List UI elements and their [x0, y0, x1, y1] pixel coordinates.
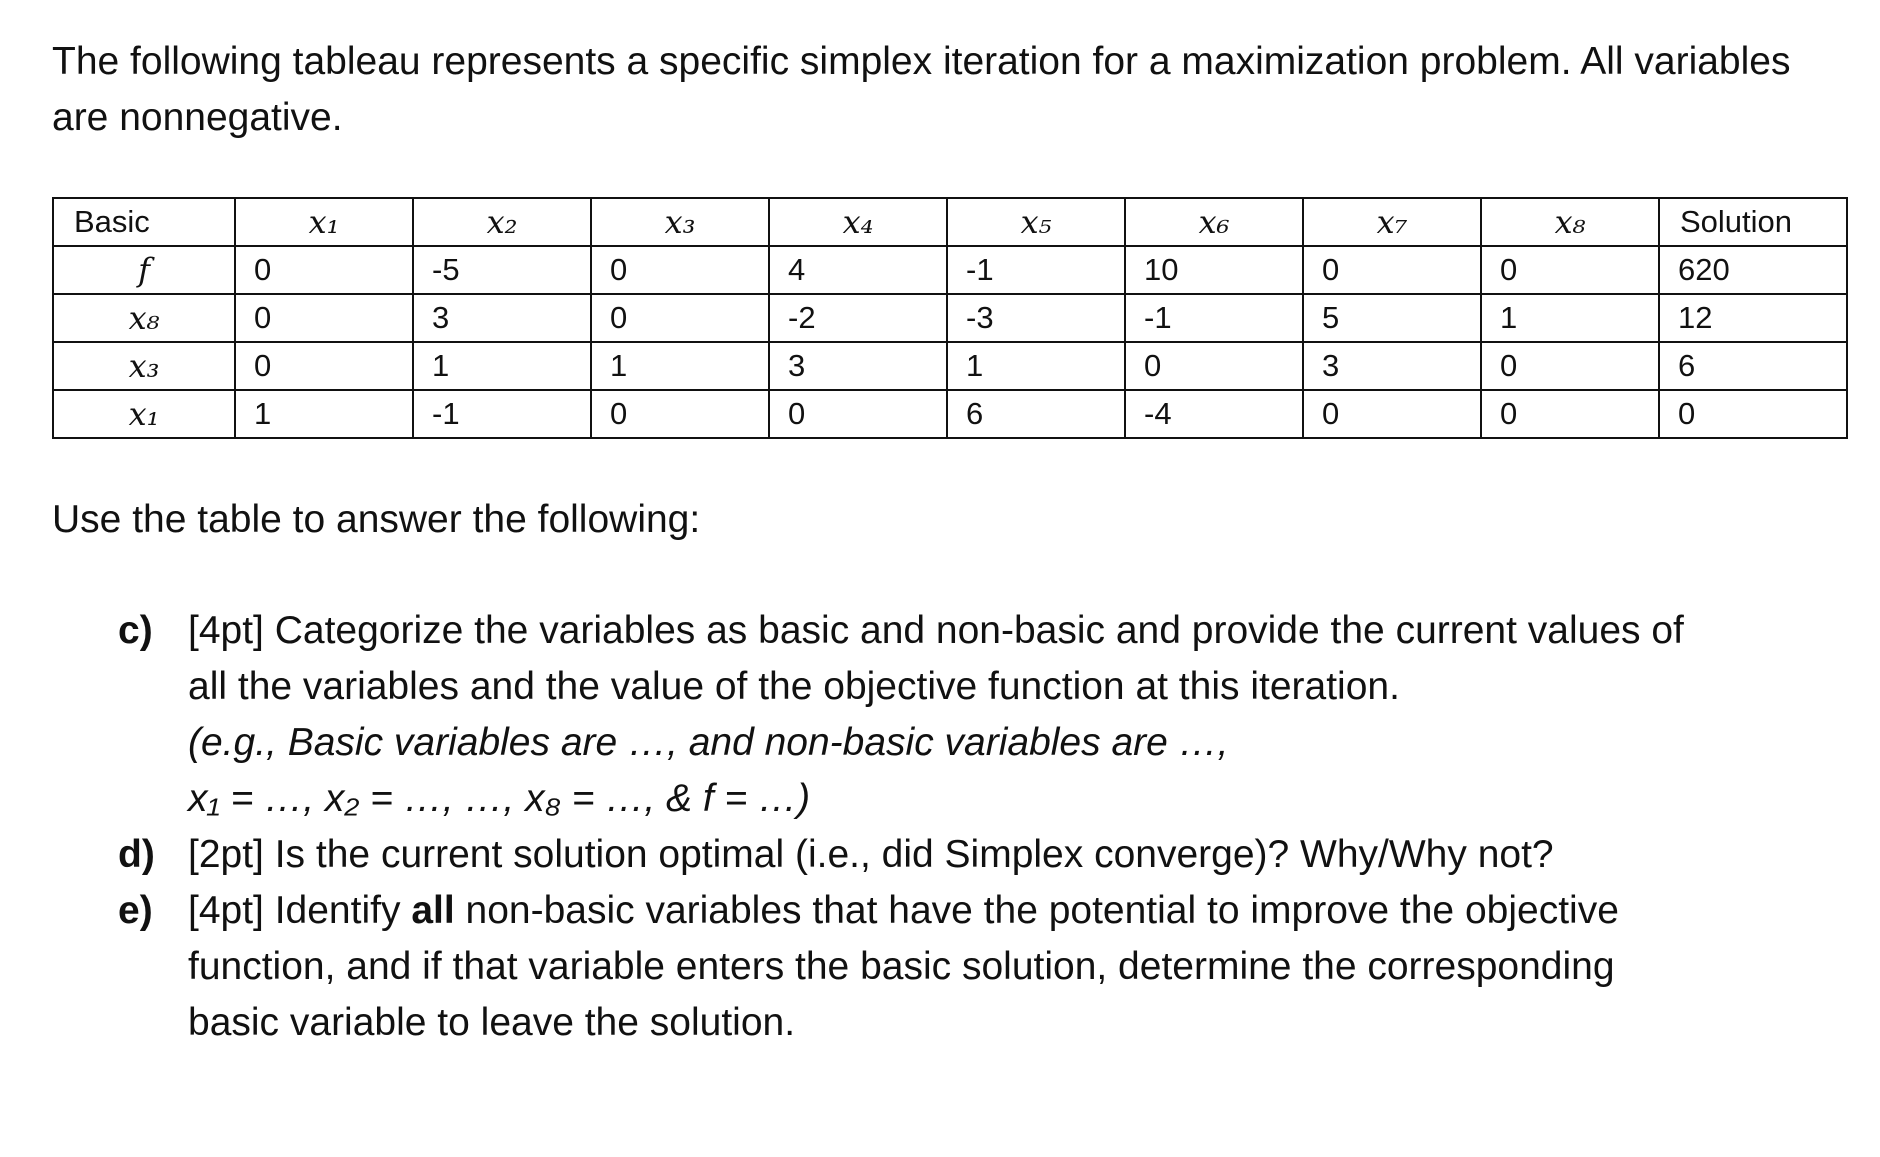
- instructions-prompt: Use the table to answer the following:: [52, 498, 701, 541]
- question-label: c): [118, 609, 153, 652]
- solution-cell: 0: [1659, 390, 1847, 438]
- header-var-label: x₁: [308, 203, 340, 241]
- table-cell: 6: [947, 390, 1125, 438]
- header-var: [235, 198, 413, 246]
- table-cell: 3: [413, 294, 591, 342]
- solution-cell: 12: [1659, 294, 1847, 342]
- header-solution: Solution: [1659, 198, 1847, 246]
- question-text: [4pt] Categorize the variables as basic and non-basic and provide the current values of: [188, 609, 1684, 652]
- question-list: [118, 603, 1818, 1051]
- header-var-label: x₂: [486, 203, 518, 241]
- table-cell: 5: [1303, 294, 1481, 342]
- table-cell: -1: [947, 246, 1125, 294]
- question-body: [188, 827, 1818, 883]
- table-cell: 3: [1303, 342, 1481, 390]
- question-text: basic variable to leave the solution.: [188, 1001, 796, 1044]
- table-row: [53, 390, 1847, 438]
- row-basic-var: [53, 390, 235, 438]
- table-cell: -5: [413, 246, 591, 294]
- table-cell: 0: [591, 246, 769, 294]
- header-var: [1125, 198, 1303, 246]
- table-cell: 0: [1481, 246, 1659, 294]
- table-cell: 0: [769, 390, 947, 438]
- question-body: [188, 883, 1818, 1051]
- table-cell: 10: [1125, 246, 1303, 294]
- header-var: [769, 198, 947, 246]
- question-label: e): [118, 889, 153, 932]
- question-text: all the variables and the value of the objective function at this iteration.: [188, 665, 1400, 708]
- table-cell: -3: [947, 294, 1125, 342]
- intro-paragraph: The following tableau represents a specific simplex iteration for a maximization problem. All variables are nonnegative.: [52, 40, 1791, 139]
- table-cell: 1: [235, 390, 413, 438]
- row-basic-var: [53, 246, 235, 294]
- header-basic: Basic: [53, 198, 235, 246]
- header-var-label: x₃: [664, 203, 696, 241]
- emphasis-word: all: [411, 889, 455, 932]
- table-cell: 1: [591, 342, 769, 390]
- table-cell: 3: [769, 342, 947, 390]
- table-cell: 0: [235, 342, 413, 390]
- table-cell: 0: [235, 294, 413, 342]
- header-var: [947, 198, 1125, 246]
- question-label: d): [118, 833, 155, 876]
- table-cell: 1: [1481, 294, 1659, 342]
- table-cell: 0: [591, 390, 769, 438]
- table-cell: 0: [1125, 342, 1303, 390]
- header-var-label: x₆: [1198, 203, 1230, 241]
- table-cell: 0: [1303, 390, 1481, 438]
- question-d: [118, 827, 1818, 883]
- table-row: [53, 246, 1847, 294]
- basic-var-label: x₁: [128, 395, 160, 433]
- question-text: non-basic variables that have the potential to improve the objective: [454, 889, 1619, 932]
- basic-var-label: f: [138, 251, 150, 289]
- table-cell: -1: [1125, 294, 1303, 342]
- table-cell: -2: [769, 294, 947, 342]
- table-row: [53, 342, 1847, 390]
- tableau-header-row: [53, 198, 1847, 246]
- table-cell: 1: [947, 342, 1125, 390]
- question-c: [118, 603, 1818, 827]
- table-cell: 0: [1481, 390, 1659, 438]
- header-var-label: x₅: [1020, 203, 1052, 241]
- header-var-label: x₈: [1554, 203, 1586, 241]
- table-cell: 0: [1303, 246, 1481, 294]
- question-text: [4pt] Identify: [188, 889, 412, 932]
- header-var: [591, 198, 769, 246]
- example-text: (e.g., Basic variables are …, and non-basic variables are …,: [188, 721, 1229, 764]
- basic-var-label: x₈: [128, 299, 160, 337]
- row-basic-var: [53, 342, 235, 390]
- solution-cell: 620: [1659, 246, 1847, 294]
- header-var-label: x₄: [842, 203, 874, 241]
- header-var: [1303, 198, 1481, 246]
- table-cell: 1: [413, 342, 591, 390]
- table-cell: 0: [1481, 342, 1659, 390]
- table-row: [53, 294, 1847, 342]
- question-e: [118, 883, 1818, 1051]
- question-text-first-line: [188, 883, 1818, 939]
- example-equation: x₁ = …, x₂ = …, …, x₈ = …, & f = …): [188, 777, 811, 820]
- basic-var-label: x₃: [128, 347, 160, 385]
- table-cell: -1: [413, 390, 591, 438]
- simplex-tableau: [52, 197, 1848, 439]
- table-cell: 0: [235, 246, 413, 294]
- header-var: [1481, 198, 1659, 246]
- table-cell: 4: [769, 246, 947, 294]
- question-text: [2pt] Is the current solution optimal (i.e., did Simplex converge)? Why/Why not?: [188, 833, 1554, 876]
- question-body: [188, 603, 1818, 827]
- row-basic-var: [53, 294, 235, 342]
- header-var-label: x₇: [1376, 203, 1408, 241]
- solution-cell: 6: [1659, 342, 1847, 390]
- header-var: [413, 198, 591, 246]
- table-cell: -4: [1125, 390, 1303, 438]
- question-text: function, and if that variable enters the basic solution, determine the corresponding: [188, 945, 1615, 988]
- table-cell: 0: [591, 294, 769, 342]
